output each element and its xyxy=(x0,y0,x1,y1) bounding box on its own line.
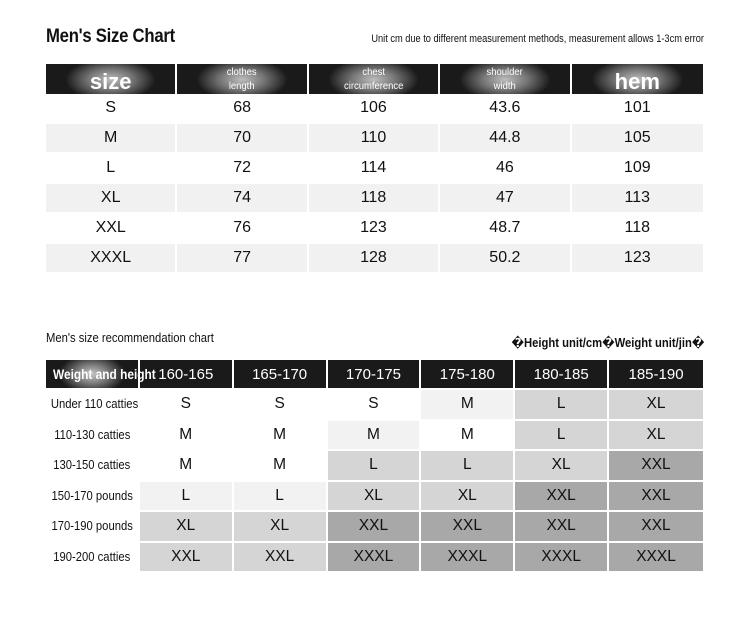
height-header: 165-170 xyxy=(234,360,328,390)
header-label-line: clothes xyxy=(227,66,258,78)
recommended-size-cell: XL xyxy=(421,482,515,513)
recommended-size-cell: XXL xyxy=(234,543,328,574)
table-cell-size: XXXL xyxy=(46,244,177,274)
recommended-size-cell: M xyxy=(140,451,234,482)
recommended-size-cell: XL xyxy=(328,482,422,513)
table-cell-shoulder: 50.2 xyxy=(440,244,571,274)
recommended-size-cell: XXL xyxy=(609,512,703,543)
table-cell-size: XL xyxy=(46,184,177,214)
table-cell-size: XXL xyxy=(46,214,177,244)
table-cell-hem: 105 xyxy=(572,124,703,154)
weight-label xyxy=(46,512,140,543)
table-row xyxy=(46,124,703,154)
weight-label-text: 190-200 catties xyxy=(53,549,131,564)
table-cell-chest: 128 xyxy=(309,244,440,274)
table-cell-clothes_length: 68 xyxy=(177,94,308,124)
recommended-size-cell: S xyxy=(328,390,422,421)
height-header: 160-165 xyxy=(140,360,234,390)
weight-label-text: 110-130 catties xyxy=(53,427,130,442)
header-label-line: width xyxy=(493,80,516,92)
header-label-line: chest xyxy=(362,66,385,78)
recommended-size-cell: XXL xyxy=(421,512,515,543)
recommended-size-cell: L xyxy=(234,482,328,513)
header-label-line: circumference xyxy=(343,80,404,92)
recommended-size-cell: L xyxy=(515,390,609,421)
weight-label-text: 170-190 pounds xyxy=(51,519,133,534)
size-chart-header-chest xyxy=(309,64,440,94)
recommended-size-cell: M xyxy=(234,421,328,452)
weight-label-text: 150-170 pounds xyxy=(51,488,133,503)
weight-label xyxy=(46,451,140,482)
recommended-size-cell: M xyxy=(140,421,234,452)
table-cell-chest: 114 xyxy=(309,154,440,184)
weight-label xyxy=(46,421,140,452)
recommended-size-cell: XXXL xyxy=(609,543,703,574)
recommended-size-cell: XL xyxy=(140,512,234,543)
table-row xyxy=(46,421,703,452)
recommended-size-cell: M xyxy=(328,421,422,452)
header-label-line: length xyxy=(229,80,255,92)
table-cell-clothes_length: 77 xyxy=(177,244,308,274)
table-row xyxy=(46,244,703,274)
recommended-size-cell: XXL xyxy=(609,482,703,513)
recommended-size-cell: XXL xyxy=(515,482,609,513)
recommended-size-cell: XL xyxy=(234,512,328,543)
table-cell-hem: 109 xyxy=(572,154,703,184)
recommended-size-cell: XL xyxy=(609,421,703,452)
table-row xyxy=(46,94,703,124)
table-cell-chest: 106 xyxy=(309,94,440,124)
size-chart-header-clothes_length xyxy=(177,64,308,94)
header-label: hem xyxy=(614,69,660,94)
recommended-size-cell: L xyxy=(515,421,609,452)
table-cell-shoulder: 44.8 xyxy=(440,124,571,154)
table-cell-clothes_length: 72 xyxy=(177,154,308,184)
size-chart-header-shoulder xyxy=(440,64,571,94)
table-cell-size: M xyxy=(46,124,177,154)
recommended-size-cell: L xyxy=(328,451,422,482)
recommended-size-cell: XL xyxy=(609,390,703,421)
recommended-size-cell: XXL xyxy=(515,512,609,543)
weight-label-text: 130-150 catties xyxy=(53,458,131,473)
recommendation-table xyxy=(46,360,703,573)
table-row xyxy=(46,184,703,214)
table-cell-chest: 110 xyxy=(309,124,440,154)
recommended-size-cell: M xyxy=(234,451,328,482)
size-chart-header-size xyxy=(46,64,177,94)
table-row xyxy=(46,451,703,482)
page-title: Men's Size Chart xyxy=(46,26,175,47)
table-cell-shoulder: 47 xyxy=(440,184,571,214)
table-cell-hem: 113 xyxy=(572,184,703,214)
recommended-size-cell: S xyxy=(234,390,328,421)
corner-header xyxy=(46,360,156,390)
height-header: 175-180 xyxy=(421,360,515,390)
recommended-size-cell: XXL xyxy=(609,451,703,482)
table-row xyxy=(46,482,703,513)
table-row xyxy=(46,512,703,543)
table-cell-size: S xyxy=(46,94,177,124)
recommended-size-cell: L xyxy=(140,482,234,513)
header-label-line: shoulder xyxy=(486,66,523,78)
table-row xyxy=(46,154,703,184)
recommended-size-cell: M xyxy=(421,421,515,452)
table-cell-chest: 123 xyxy=(309,214,440,244)
recommended-size-cell: L xyxy=(421,451,515,482)
recommendation-title: Men's size recommendation chart xyxy=(46,331,214,345)
size-chart-table xyxy=(46,64,703,274)
recommendation-header-row xyxy=(46,360,703,390)
header-label: size xyxy=(89,69,132,94)
table-row xyxy=(46,390,703,421)
table-cell-size: L xyxy=(46,154,177,184)
recommended-size-cell: XXL xyxy=(328,512,422,543)
table-cell-shoulder: 46 xyxy=(440,154,571,184)
table-row xyxy=(46,543,703,574)
height-header: 185-190 xyxy=(609,360,703,390)
weight-label xyxy=(46,482,140,513)
size-chart-header-row xyxy=(46,64,703,94)
table-cell-shoulder: 43.6 xyxy=(440,94,571,124)
recommended-size-cell: XXXL xyxy=(421,543,515,574)
measurement-note: Unit cm due to different measurement methods, measurement allows 1-3cm error xyxy=(371,33,704,45)
height-header: 180-185 xyxy=(515,360,609,390)
recommended-size-cell: M xyxy=(421,390,515,421)
table-cell-chest: 118 xyxy=(309,184,440,214)
weight-label xyxy=(46,543,140,574)
recommended-size-cell: XXXL xyxy=(515,543,609,574)
corner-label: Weight and height xyxy=(53,366,156,382)
table-cell-hem: 101 xyxy=(572,94,703,124)
recommended-size-cell: XXL xyxy=(140,543,234,574)
weight-label xyxy=(46,390,140,421)
table-cell-shoulder: 48.7 xyxy=(440,214,571,244)
recommendation-units: �Height unit/cm�Weight unit/jin� xyxy=(511,336,704,350)
table-cell-hem: 118 xyxy=(572,214,703,244)
table-row xyxy=(46,214,703,244)
weight-label-text: Under 110 catties xyxy=(50,397,139,412)
height-header: 170-175 xyxy=(328,360,422,390)
table-cell-clothes_length: 74 xyxy=(177,184,308,214)
size-chart-header-hem xyxy=(572,64,703,94)
table-cell-hem: 123 xyxy=(572,244,703,274)
table-cell-clothes_length: 76 xyxy=(177,214,308,244)
recommended-size-cell: XXXL xyxy=(328,543,422,574)
table-cell-clothes_length: 70 xyxy=(177,124,308,154)
recommended-size-cell: S xyxy=(140,390,234,421)
recommended-size-cell: XL xyxy=(515,451,609,482)
